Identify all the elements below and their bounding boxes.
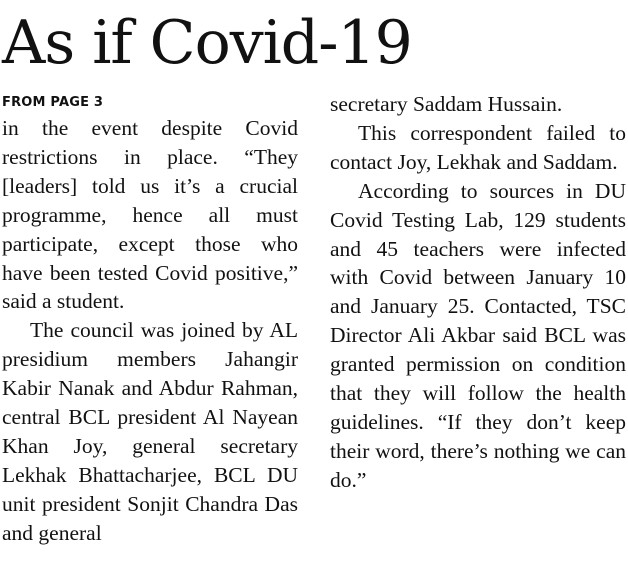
paragraph-left-1: in the event despite Covid restrictions in place. “They [leaders] told us it’s a crucial programme, hence all must participate, except those who have been tested Covid positive,” said a student.	[2, 116, 298, 314]
paragraph-right-2: This correspondent failed to contact Joy, Lekhak and Saddam.	[330, 120, 626, 174]
paragraph-left-2: The council was joined by AL presidium members Jahangir Kabir Nanak and Abdur Rahman, central BCL president Al Nayean Khan Joy, general secretary Lekhak Bhattacharjee, BCL DU unit president Sonjit Chandra Das and general	[2, 318, 298, 545]
article-column-left	[2, 92, 298, 548]
paragraph-right-1: secretary Saddam Hussain.	[330, 92, 563, 116]
article-column-right	[330, 90, 626, 495]
headline: As if Covid-19	[2, 8, 412, 78]
continuation-kicker: FROM PAGE 3	[2, 95, 104, 110]
paragraph-right-3: According to sources in DU Covid Testing Lab, 129 students and 45 teachers were infected with Covid between January 10 and January 25. Contacted, TSC Director Ali Akbar said BCL was granted permission on condition that they will follow the health guidelines. “If they don’t keep their word, there’s nothing we can do.”	[330, 178, 626, 492]
